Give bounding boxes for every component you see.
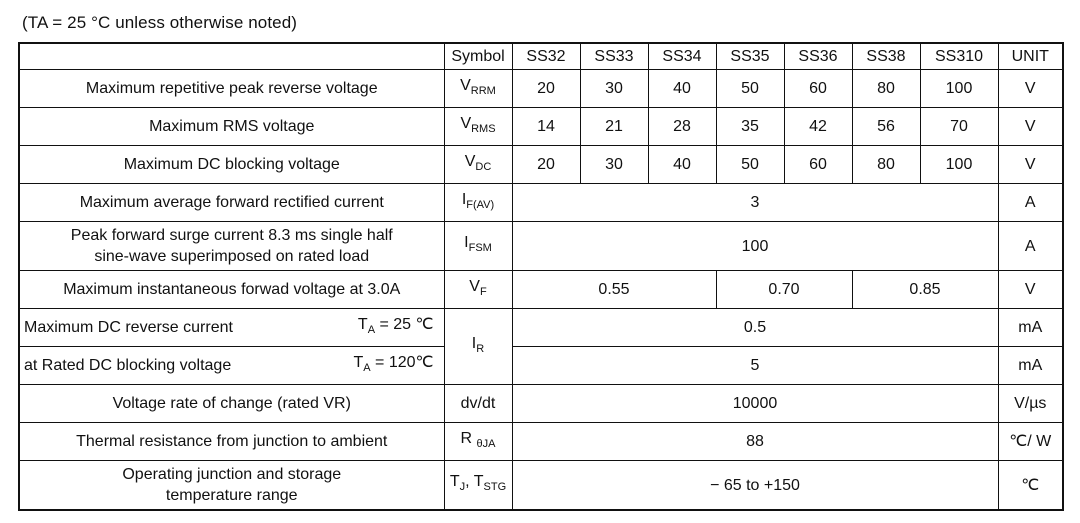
cell-value: 28	[648, 108, 716, 146]
row-symbol	[444, 146, 512, 184]
cell-value: 14	[512, 108, 580, 146]
header-parameter	[19, 43, 444, 70]
cell-unit: mA	[998, 309, 1063, 347]
symbol-main: V	[460, 76, 471, 94]
symbol-subscript: FSM	[468, 242, 492, 255]
table-row	[19, 271, 1063, 309]
cell-value: 35	[716, 108, 784, 146]
maximum-ratings-table	[18, 42, 1064, 511]
symbol-subscript: θJA	[476, 438, 496, 451]
cell-unit: mA	[998, 347, 1063, 385]
cell-value: 40	[648, 70, 716, 108]
header-part-ss36: SS36	[784, 43, 852, 70]
symbol-subscript: F	[479, 286, 487, 299]
table-row	[19, 309, 1063, 347]
symbol-subscript: R	[476, 343, 485, 356]
row-symbol	[444, 461, 512, 511]
cell-value: 70	[920, 108, 998, 146]
symbol-main: R	[460, 429, 473, 447]
row-parameter	[19, 309, 444, 347]
symbol-subscript-2: STG	[483, 481, 507, 494]
cell-value: 50	[716, 146, 784, 184]
cell-unit: ℃/ W	[998, 423, 1063, 461]
symbol-main: I	[464, 234, 469, 252]
cell-value-merged: 0.5	[512, 309, 998, 347]
row-parameter: Maximum RMS voltage	[19, 108, 444, 146]
cell-value: 42	[784, 108, 852, 146]
cell-unit: V/µs	[998, 385, 1063, 423]
row-parameter-line1: Operating junction and storage	[122, 466, 342, 483]
cell-value-group: 0.85	[852, 271, 998, 309]
table-row	[19, 347, 1063, 385]
cell-value-group: 0.70	[716, 271, 852, 309]
header-part-ss34: SS34	[648, 43, 716, 70]
row-parameter: Maximum DC blocking voltage	[19, 146, 444, 184]
cell-unit: A	[998, 184, 1063, 222]
row-symbol	[444, 70, 512, 108]
row-parameter-line2: at Rated DC blocking voltage	[24, 357, 232, 374]
table-row	[19, 461, 1063, 511]
row-parameter: Maximum average forward rectified current	[19, 184, 444, 222]
symbol-main: V	[464, 152, 476, 170]
cell-unit: V	[998, 108, 1063, 146]
symbol-subscript: J	[459, 481, 466, 494]
cell-value-merged: − 65 to +150	[512, 461, 998, 511]
symbol-main: I	[471, 334, 477, 352]
table-row	[19, 70, 1063, 108]
row-parameter: Maximum instantaneous forwad voltage at 3.0A	[19, 271, 444, 309]
row-symbol	[444, 423, 512, 461]
symbol-main: V	[469, 277, 480, 295]
symbol-subscript: F(AV)	[466, 199, 495, 212]
row-symbol: dv/dt	[444, 385, 512, 423]
cell-value: 80	[852, 146, 920, 184]
header-unit: UNIT	[998, 43, 1063, 70]
row-parameter-line2: sine-wave superimposed on rated load	[94, 248, 370, 265]
cell-value: 60	[784, 70, 852, 108]
symbol-subscript: RMS	[471, 123, 496, 136]
cell-value: 100	[920, 70, 998, 108]
row-parameter: Voltage rate of change (rated VR)	[19, 385, 444, 423]
table-header-row	[19, 43, 1063, 70]
cell-value-merged: 5	[512, 347, 998, 385]
cell-value: 30	[580, 146, 648, 184]
symbol-main: I	[461, 190, 467, 208]
cell-value: 20	[512, 70, 580, 108]
header-part-ss33: SS33	[580, 43, 648, 70]
row-parameter	[19, 347, 444, 385]
row-parameter-line1: Maximum DC reverse current	[24, 319, 233, 336]
cell-value: 60	[784, 146, 852, 184]
table-row	[19, 222, 1063, 271]
symbol-main-2: , T	[465, 473, 484, 491]
row-parameter-line1: Peak forward surge current 8.3 ms single half	[70, 227, 393, 244]
cell-value: 56	[852, 108, 920, 146]
header-part-ss32: SS32	[512, 43, 580, 70]
row-parameter: Thermal resistance from junction to ambient	[19, 423, 444, 461]
cell-unit: ℃	[998, 461, 1063, 511]
header-part-ss35: SS35	[716, 43, 784, 70]
header-symbol: Symbol	[444, 43, 512, 70]
symbol-subscript: DC	[475, 161, 492, 174]
cell-unit: V	[998, 70, 1063, 108]
table-row	[19, 385, 1063, 423]
row-condition-1: $T_A = 25$ ℃	[357, 315, 434, 337]
cell-value-merged: 88	[512, 423, 998, 461]
cell-value-group: 0.55	[512, 271, 716, 309]
symbol-main: V	[460, 114, 472, 132]
header-part-ss38: SS38	[852, 43, 920, 70]
row-symbol	[444, 184, 512, 222]
cell-value-merged: 10000	[512, 385, 998, 423]
row-symbol	[444, 271, 512, 309]
table-row	[19, 184, 1063, 222]
cell-value-merged: 3	[512, 184, 998, 222]
row-condition-2: $T_A$ = 120℃	[353, 353, 434, 375]
cell-value: 40	[648, 146, 716, 184]
temperature-note: (TA = 25 °C unless otherwise noted)	[22, 13, 298, 32]
symbol-main: T	[449, 473, 460, 491]
cell-value: 30	[580, 70, 648, 108]
symbol-subscript: RRM	[470, 85, 496, 98]
row-parameter-line2: temperature range	[165, 487, 298, 504]
row-parameter	[19, 222, 444, 271]
cell-unit: A	[998, 222, 1063, 271]
row-symbol	[444, 309, 512, 385]
row-parameter	[19, 461, 444, 511]
cell-value-merged: 100	[512, 222, 998, 271]
table-row	[19, 146, 1063, 184]
row-symbol	[444, 222, 512, 271]
table-row	[19, 423, 1063, 461]
cell-unit: V	[998, 146, 1063, 184]
cell-unit: V	[998, 271, 1063, 309]
row-symbol	[444, 108, 512, 146]
cell-value: 100	[920, 146, 998, 184]
cell-value: 80	[852, 70, 920, 108]
cell-value: 50	[716, 70, 784, 108]
table-row	[19, 108, 1063, 146]
header-part-ss310: SS310	[920, 43, 998, 70]
cell-value: 21	[580, 108, 648, 146]
cell-value: 20	[512, 146, 580, 184]
row-parameter: Maximum repetitive peak reverse voltage	[19, 70, 444, 108]
